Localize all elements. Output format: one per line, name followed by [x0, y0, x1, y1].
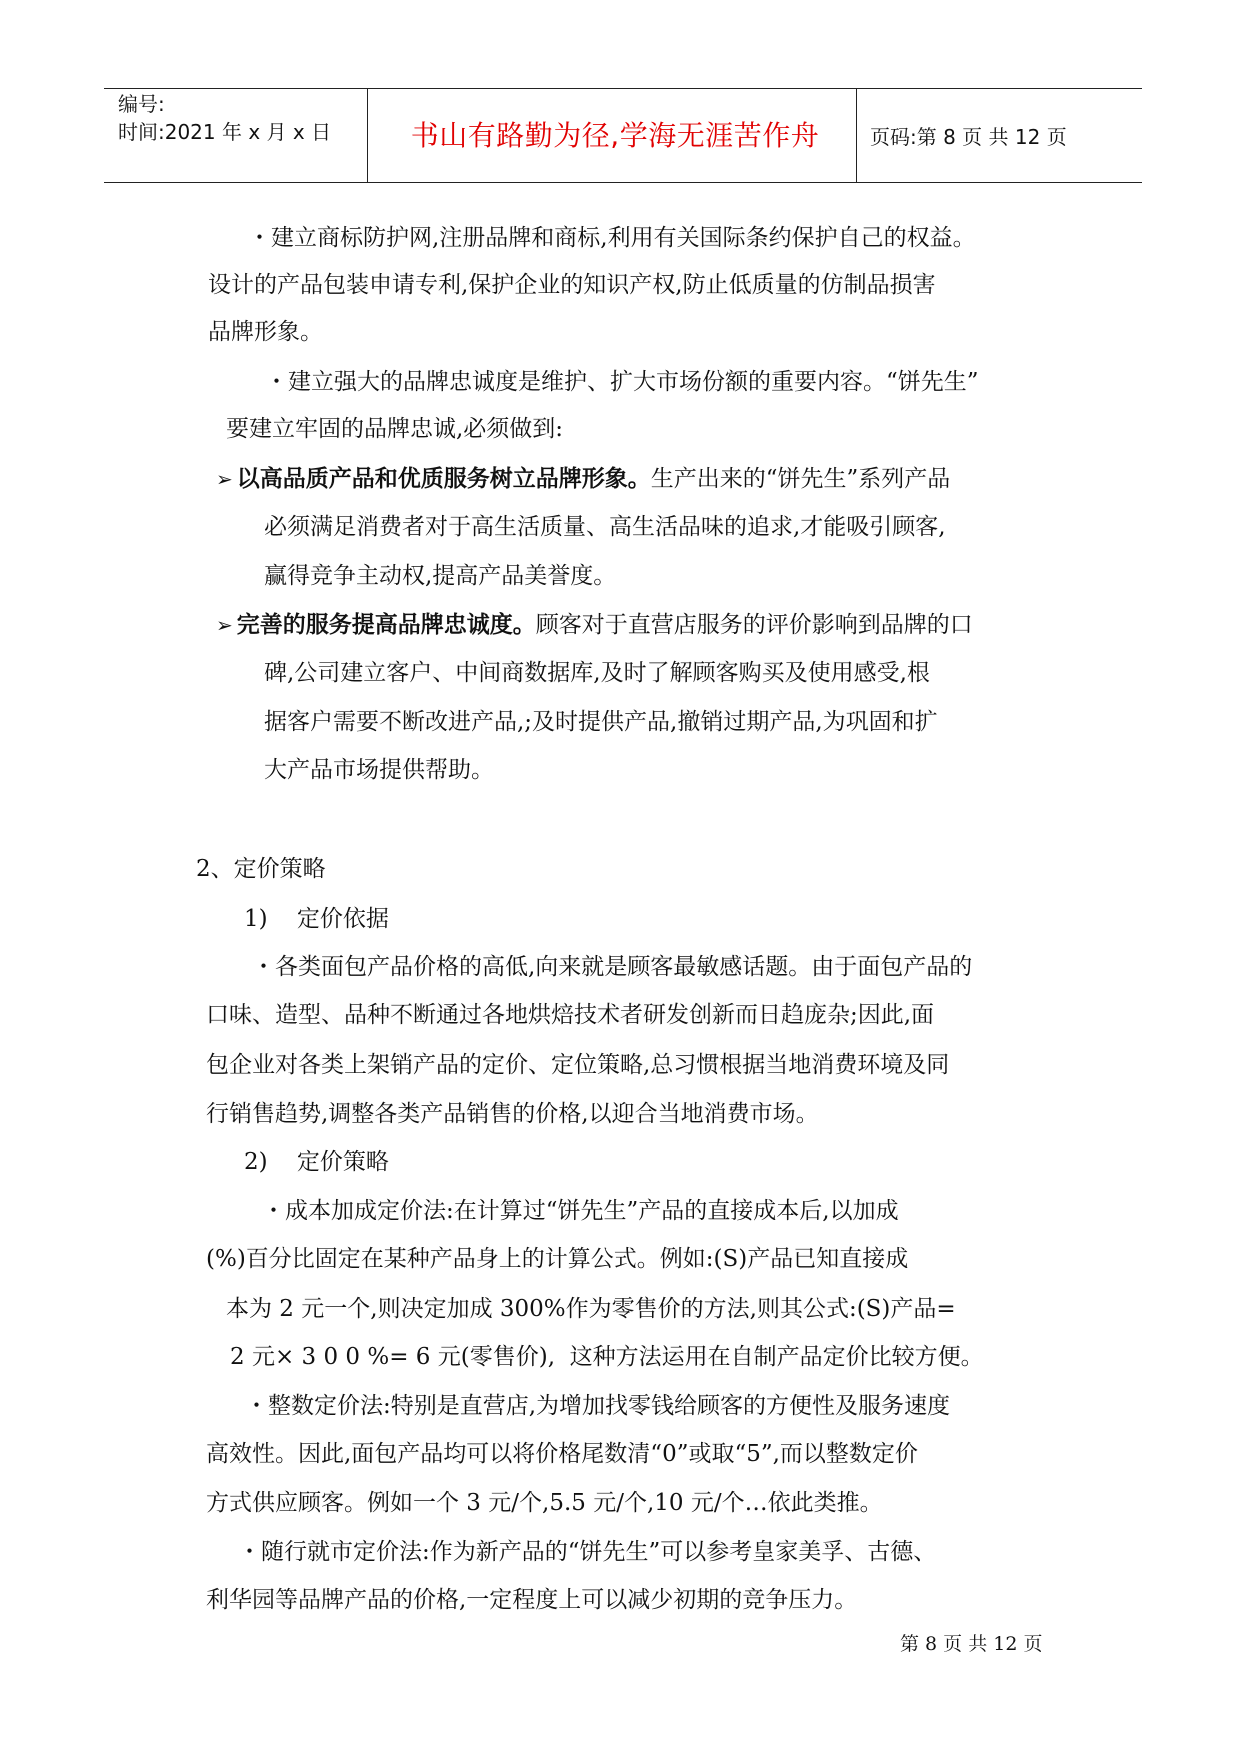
- header-divider-right: [856, 88, 857, 182]
- header-page-label: 页码:第 8 页 共 12 页: [870, 125, 1067, 149]
- header-top-rule: [104, 88, 1142, 89]
- paragraph-line: 2 元× 3 0 0 %= 6 元(零售价), 这种方法运用在自制产品定价比较方便。: [230, 1344, 984, 1370]
- bullet-text: 生产出来的“饼先生”系列产品: [650, 466, 951, 492]
- bullet-line: 据客户需要不断改进产品,;及时提供产品,撤销过期产品,为巩固和扩: [264, 709, 938, 735]
- paragraph-line: (%)百分比固定在某种产品身上的计算公式。例如:(S)产品已知直接成: [206, 1246, 909, 1272]
- paragraph-line: 利华园等品牌产品的价格,一定程度上可以减少初期的竞争压力。: [206, 1587, 858, 1613]
- bullet-bold-text: 以高品质产品和优质服务树立品牌形象。: [236, 466, 651, 492]
- paragraph-line: 行销售趋势,调整各类产品销售的价格,以迎合当地消费市场。: [206, 1101, 819, 1127]
- paragraph-line: ・随行就市定价法:作为新产品的“饼先生”可以参考皇家美孚、古德、: [238, 1539, 937, 1565]
- bullet-item: [216, 464, 950, 494]
- footer-page-number: 第 8 页 共 12 页: [900, 1633, 1043, 1655]
- bullet-line: 必须满足消费者对于高生活质量、高生活品味的追求,才能吸引顾客,: [264, 514, 946, 540]
- header-time-label: 时间:2021 年 x 月 x 日: [118, 120, 332, 144]
- paragraph-line: 方式供应顾客。例如一个 3 元/个,5.5 元/个,10 元/个…依此类推。: [206, 1490, 883, 1516]
- paragraph-line: 要建立牢固的品牌忠诚,必须做到:: [226, 416, 564, 442]
- bullet-line: 大产品市场提供帮助。: [264, 757, 494, 783]
- paragraph-line: ・各类面包产品价格的高低,向来就是顾客最敏感话题。由于面包产品的: [252, 954, 973, 980]
- paragraph-line: 高效性。因此,面包产品均可以将价格尾数清“0”或取“5”,而以整数定价: [206, 1441, 918, 1467]
- header-motto: 书山有路勤为径,学海无涯苦作舟: [410, 119, 820, 152]
- paragraph-line: ・建立强大的品牌忠诚度是维护、扩大市场份额的重要内容。“饼先生”: [265, 369, 979, 395]
- paragraph-line: ・整数定价法:特别是直营店,为增加找零钱给顾客的方便性及服务速度: [245, 1393, 951, 1419]
- bullet-line: 赢得竞争主动权,提高产品美誉度。: [264, 563, 617, 589]
- bullet-line: 碑,公司建立客户、中间商数据库,及时了解顾客购买及使用感受,根: [264, 660, 930, 686]
- subsection-heading: 2) 定价策略: [244, 1149, 389, 1175]
- paragraph-line: 包企业对各类上架销产品的定价、定位策略,总习惯根据当地消费环境及同: [206, 1052, 950, 1078]
- bullet-item: [216, 610, 973, 640]
- bullet-bold-text: 完善的服务提高品牌忠诚度。: [236, 612, 536, 638]
- header-number-label: 编号:: [118, 92, 165, 116]
- paragraph-line: ・建立商标防护网,注册品牌和商标,利用有关国际条约保护自己的权益。: [248, 225, 976, 251]
- bullet-text: 顾客对于直营店服务的评价影响到品牌的口: [535, 612, 973, 638]
- arrow-bullet-icon: ➢: [216, 467, 233, 491]
- header-divider-left: [367, 88, 368, 182]
- paragraph-line: 设计的产品包装申请专利,保护企业的知识产权,防止低质量的仿制品损害: [208, 272, 936, 298]
- paragraph-line: 本为 2 元一个,则决定加成 300%作为零售价的方法,则其公式:(S)产品=: [226, 1296, 956, 1322]
- section-heading: 2、定价策略: [196, 856, 326, 882]
- paragraph-line: ・成本加成定价法:在计算过“饼先生”产品的直接成本后,以加成: [262, 1198, 899, 1224]
- header-bottom-rule: [104, 182, 1142, 183]
- arrow-bullet-icon: ➢: [216, 613, 233, 637]
- paragraph-line: 口味、造型、品种不断通过各地烘焙技术者研发创新而日趋庞杂;因此,面: [206, 1002, 935, 1028]
- paragraph-line: 品牌形象。: [208, 319, 323, 345]
- subsection-heading: 1) 定价依据: [244, 906, 389, 932]
